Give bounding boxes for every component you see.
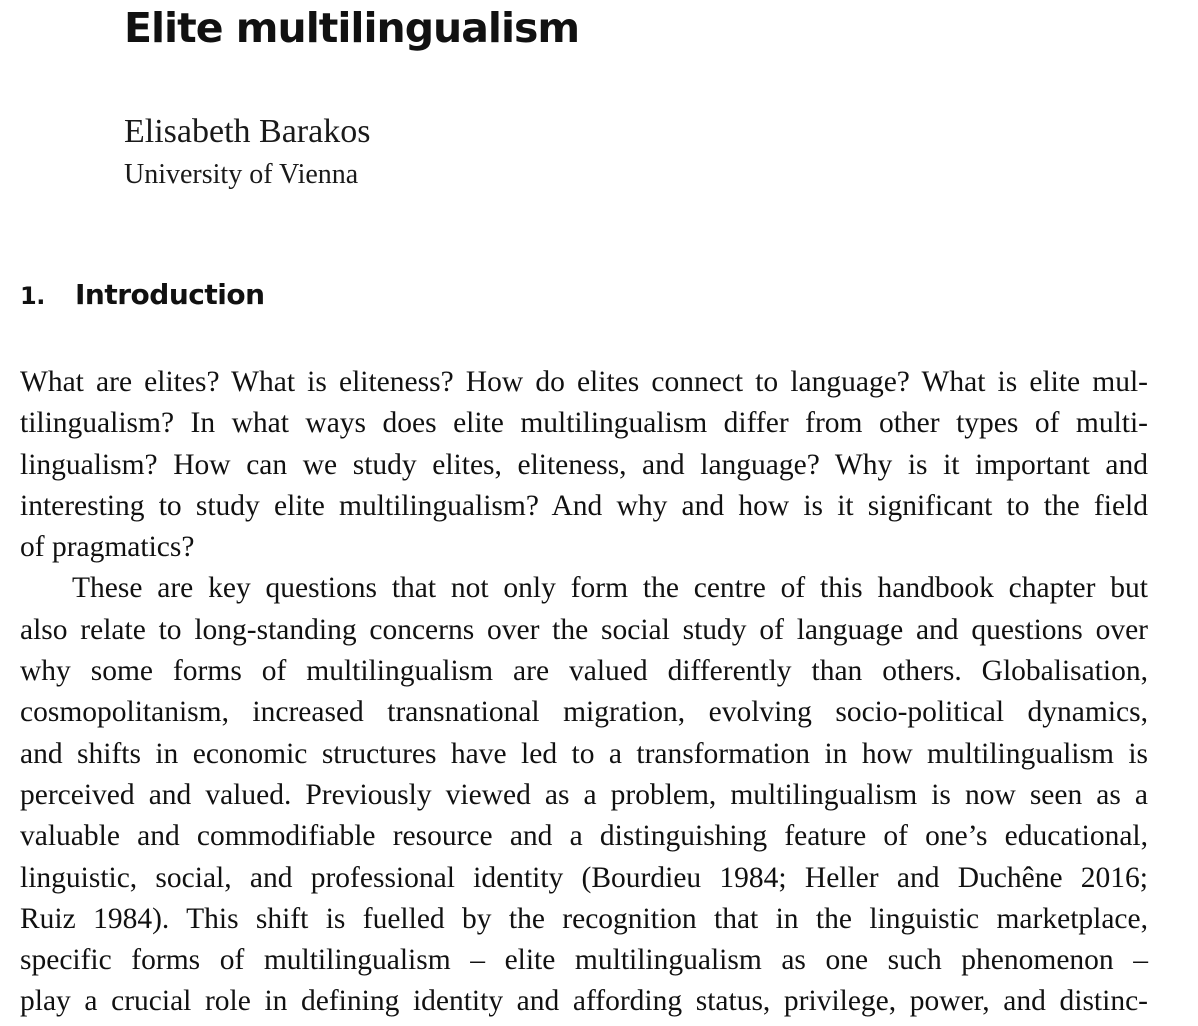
- paragraph-1-line: interesting to study elite multilingualism? And why and how is it significant to the field: [20, 489, 1148, 522]
- paragraph-2-line: specific forms of multilingualism – elite multilingualism as one such phenomenon –: [20, 944, 1148, 977]
- body-text: [20, 362, 1148, 1023]
- paragraph-1-line: lingualism? How can we study elites, eliteness, and language? Why is it important and: [20, 448, 1148, 481]
- paragraph-1-line: of pragmatics?: [20, 531, 195, 564]
- author-affiliation: University of Vienna: [124, 159, 359, 190]
- author-name: Elisabeth Barakos: [124, 113, 371, 150]
- paragraph-2-line: Ruiz 1984). This shift is fuelled by the recognition that in the linguistic marketplace,: [20, 902, 1148, 935]
- paragraph-1-line: tilingualism? In what ways does elite multilingualism differ from other types of multi-: [20, 407, 1148, 440]
- section-heading: [20, 276, 265, 315]
- paragraph-2-line: why some forms of multilingualism are valued differently than others. Globalisation,: [20, 655, 1148, 688]
- chapter-title: Elite multilingualism: [124, 4, 580, 52]
- paragraph-2-line: perceived and valued. Previously viewed as a problem, multilingualism is now seen as a: [20, 778, 1148, 811]
- section-title: Introduction: [75, 278, 265, 311]
- paragraph-1-line: What are elites? What is eliteness? How do elites connect to language? What is elite mul-: [20, 366, 1148, 398]
- paragraph-2-line: play a crucial role in defining identity and affording status, privilege, power, and distinc-: [20, 985, 1148, 1018]
- paragraph-2-line: and shifts in economic structures have led to a transformation in how multilingualism is: [20, 737, 1148, 770]
- section-number: 1.: [20, 282, 45, 310]
- paragraph-2-line: also relate to long-standing concerns over the social study of language and questions over: [20, 613, 1148, 646]
- paragraph-2-line: These are key questions that not only form the centre of this handbook chapter but: [72, 572, 1148, 605]
- paragraph-2-line: linguistic, social, and professional identity (Bourdieu 1984; Heller and Duchêne 2016;: [20, 861, 1148, 894]
- paragraph-2-line: valuable and commodifiable resource and a distinguishing feature of one’s educational,: [20, 820, 1148, 853]
- paragraph-2-line: cosmopolitanism, increased transnational migration, evolving socio-political dynamics,: [20, 696, 1148, 729]
